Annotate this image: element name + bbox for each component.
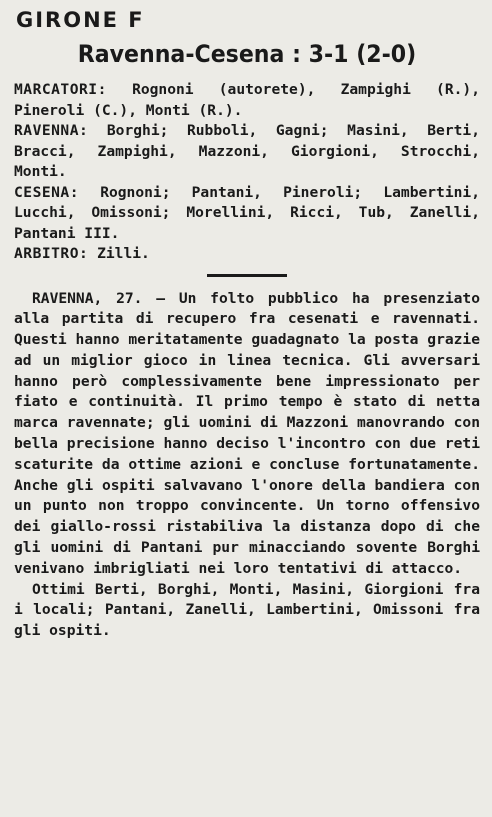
scorers-text: Rognoni (autorete), Zampighi (R.), Pineroli (C.), Monti (R.). [14, 81, 480, 119]
match-report [14, 289, 480, 643]
referee-line [14, 244, 480, 265]
separator-rule [207, 274, 287, 277]
group-heading: GIRONE F [16, 8, 145, 32]
report-paragraph-1: RAVENNA, 27. — Un folto pubblico ha presenziato alla partita di recupero fra cesenati e ravennati. Questi hanno meritatamente guadagnato la posta grazie ad un miglior gioco in linea tecnica. Gli avversari hanno però complessivamente bene impressionato per fiato e continuità. Il primo tempo è stato di netta marca ravennate; gli uomini di Mazzoni manovrando con bella precisione hanno deciso l'incontro con due reti scaturite da ottime azioni e concluse fortunatamente. Anche gli ospiti salvavano l'onore della bandiera con un punto non troppo convincente. Un torno offensivo dei giallo-rossi ristabiliva la distanza dopo di che gli uomini di Pantani pur minacciando sovente Borghi venivano imbrigliati nei loro tentativi di attacco. [14, 289, 480, 577]
report-paragraph-2: Ottimi Berti, Borghi, Monti, Masini, Giorgioni fra i locali; Pantani, Zanelli, Lambertini, Omissoni fra gli ospiti. [14, 580, 480, 640]
ravenna-lineup [14, 121, 480, 183]
referee-label: ARBITRO: [14, 245, 89, 262]
cesena-lineup [14, 183, 480, 245]
cesena-label: CESENA: [14, 183, 80, 201]
match-details [14, 80, 480, 265]
ravenna-label: RAVENNA: [14, 122, 89, 139]
ravenna-players: Borghi; Rubboli, Gagni; Masini, Berti, Bracci, Zampighi, Mazzoni, Giorgioni, Strocchi, Monti. [14, 122, 480, 180]
scorers-label: MARCATORI: [14, 81, 107, 98]
referee-name: Zilli. [97, 245, 150, 262]
cesena-players: Rognoni; Pantani, Pineroli; Lambertini, Lucchi, Omissoni; Morellini, Ricci, Tub, Zanelli, Pantani III. [14, 183, 480, 242]
match-headline: Ravenna-Cesena : 3-1 (2-0) [77, 40, 417, 68]
scorers-line [14, 80, 480, 121]
